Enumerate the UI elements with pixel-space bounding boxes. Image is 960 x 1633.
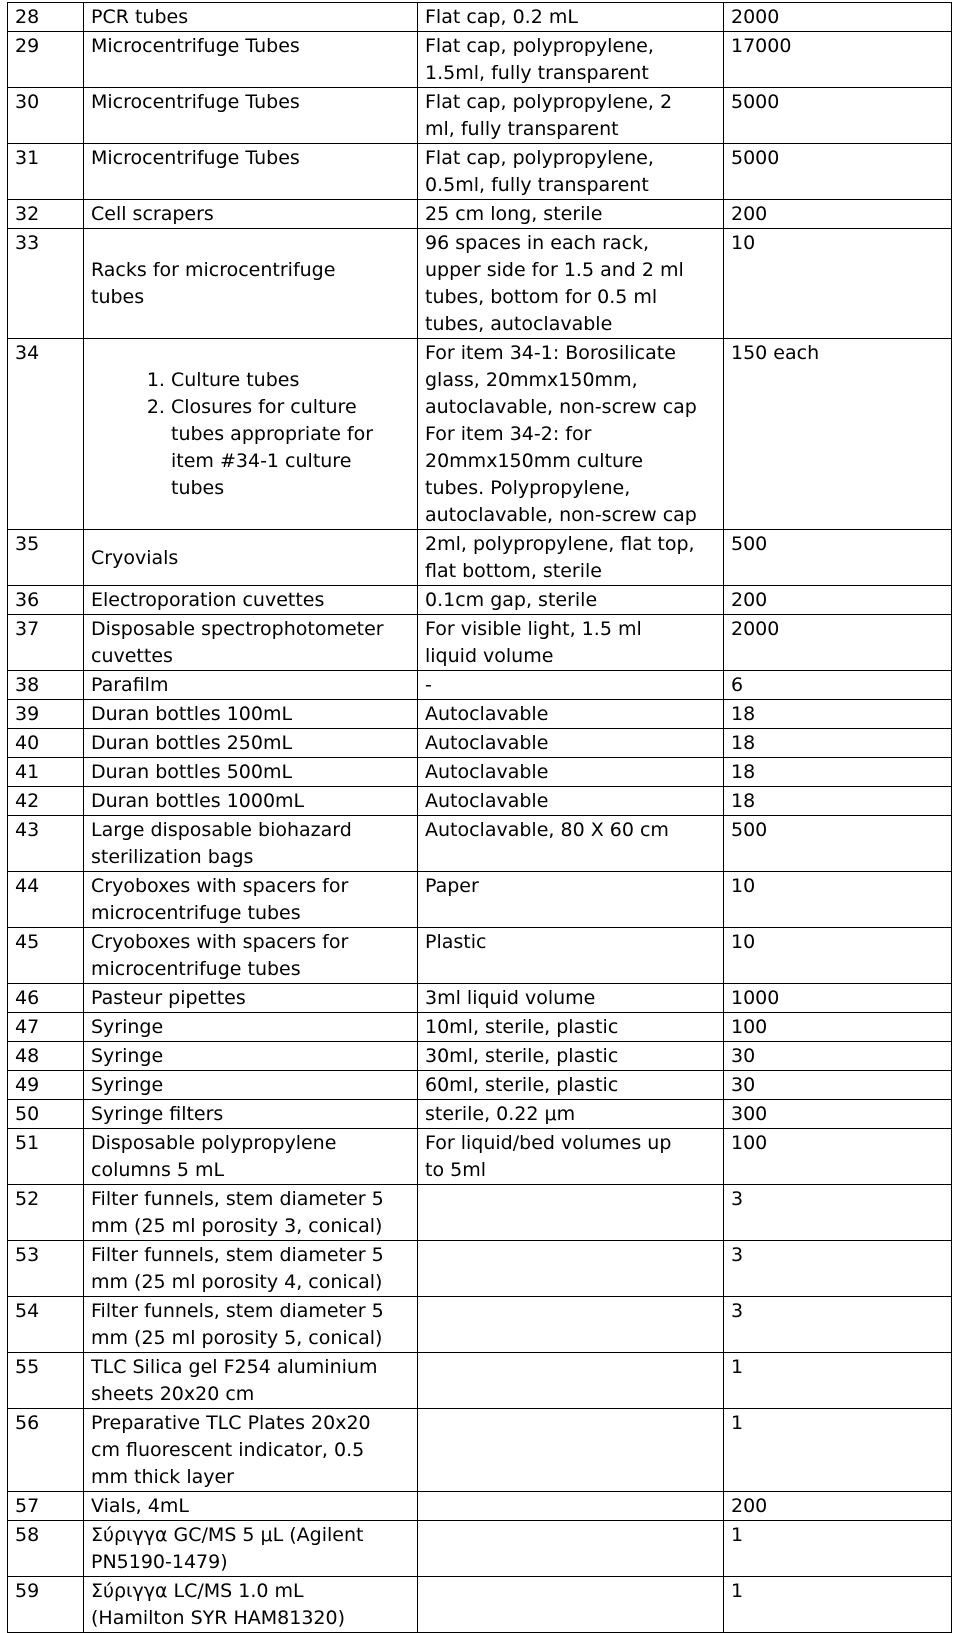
item-spec [418,1353,724,1409]
item-spec: Flat cap, polypropylene, 2 ml, fully transparent [418,88,724,144]
item-quantity: 5000 [724,88,952,144]
table-row [8,1521,952,1577]
list-item: 1. Culture tubes [171,367,410,394]
item-spec: 25 cm long, sterile [418,200,724,229]
item-spec [418,1492,724,1521]
item-name: Pasteur pipettes [84,984,418,1013]
row-number: 36 [8,586,84,615]
row-number: 48 [8,1042,84,1071]
row-number: 35 [8,530,84,586]
item-name: Filter funnels, stem diameter 5 mm (25 ml porosity 3, conical) [84,1185,418,1241]
table-row [8,32,952,88]
item-quantity: 1 [724,1577,952,1633]
item-spec: Autoclavable [418,729,724,758]
table-row [8,229,952,339]
row-number: 33 [8,229,84,339]
item-spec: 2ml, polypropylene, flat top, flat bottom, sterile [418,530,724,586]
table-row [8,1492,952,1521]
item-quantity: 5000 [724,144,952,200]
row-number: 53 [8,1241,84,1297]
item-spec: For item 34-1: Borosilicate glass, 20mmx150mm, autoclavable, non-screw cap For item 34-2: for 20mmx150mm culture tubes. Polypropylene, autoclavable, non-screw cap [418,339,724,530]
item-quantity: 1 [724,1353,952,1409]
item-name: Preparative TLC Plates 20x20 cm fluorescent indicator, 0.5 mm thick layer [84,1409,418,1492]
item-name: Cryoboxes with spacers for microcentrifuge tubes [84,872,418,928]
item-name: Σύριγγα LC/MS 1.0 mL (Hamilton SYR HAM81320) [84,1577,418,1633]
table-row [8,1353,952,1409]
table-row [8,700,952,729]
row-number: 54 [8,1297,84,1353]
item-quantity: 18 [724,758,952,787]
item-spec: Autoclavable [418,787,724,816]
row-number: 57 [8,1492,84,1521]
item-name: Cell scrapers [84,200,418,229]
row-number: 30 [8,88,84,144]
item-spec [418,1577,724,1633]
row-number: 51 [8,1129,84,1185]
row-number: 49 [8,1071,84,1100]
item-name: Parafilm [84,671,418,700]
item-quantity: 10 [724,872,952,928]
item-name: Syringe filters [84,1100,418,1129]
item-name: Microcentrifuge Tubes [84,88,418,144]
supplies-table-body [8,3,952,1633]
table-row [8,1042,952,1071]
list-item: 2. Closures for culture tubes appropriate for item #34-1 culture tubes [171,394,410,502]
item-quantity: 2000 [724,615,952,671]
row-number: 39 [8,700,84,729]
row-number: 31 [8,144,84,200]
item-spec [418,1185,724,1241]
table-row [8,144,952,200]
item-name: Filter funnels, stem diameter 5 mm (25 ml porosity 5, conical) [84,1297,418,1353]
item-spec: For liquid/bed volumes up to 5ml [418,1129,724,1185]
item-name: Microcentrifuge Tubes [84,144,418,200]
table-row [8,200,952,229]
item-spec: For visible light, 1.5 ml liquid volume [418,615,724,671]
table-row [8,758,952,787]
item-name: Disposable spectrophotometer cuvettes [84,615,418,671]
item-quantity: 1 [724,1409,952,1492]
item-name: TLC Silica gel F254 aluminium sheets 20x20 cm [84,1353,418,1409]
row-number: 55 [8,1353,84,1409]
table-row [8,339,952,530]
table-row [8,787,952,816]
item-quantity: 200 [724,200,952,229]
item-spec: Autoclavable [418,758,724,787]
row-number: 28 [8,3,84,32]
table-row [8,872,952,928]
item-name: Duran bottles 500mL [84,758,418,787]
item-spec [418,1409,724,1492]
item-spec: 10ml, sterile, plastic [418,1013,724,1042]
row-number: 46 [8,984,84,1013]
item-name: Cryovials [84,530,418,586]
table-row [8,1297,952,1353]
row-number: 34 [8,339,84,530]
row-number: 37 [8,615,84,671]
item-spec: Paper [418,872,724,928]
item-spec: Autoclavable [418,700,724,729]
supplies-table [7,2,952,1633]
item-quantity: 1000 [724,984,952,1013]
row-number: 29 [8,32,84,88]
table-row [8,530,952,586]
row-number: 32 [8,200,84,229]
item-quantity: 1 [724,1521,952,1577]
row-number: 40 [8,729,84,758]
item-quantity: 18 [724,787,952,816]
item-spec: 0.1cm gap, sterile [418,586,724,615]
item-name: Disposable polypropylene columns 5 mL [84,1129,418,1185]
row-number: 58 [8,1521,84,1577]
item-name: Electroporation cuvettes [84,586,418,615]
item-name: Cryoboxes with spacers for microcentrifuge tubes [84,928,418,984]
table-row [8,729,952,758]
table-row [8,1409,952,1492]
row-number: 59 [8,1577,84,1633]
row-number: 38 [8,671,84,700]
table-row [8,88,952,144]
item-quantity: 200 [724,1492,952,1521]
row-number: 52 [8,1185,84,1241]
item-quantity: 500 [724,816,952,872]
item-quantity: 18 [724,729,952,758]
table-row [8,984,952,1013]
item-name [84,339,418,530]
row-number: 56 [8,1409,84,1492]
item-name: Syringe [84,1042,418,1071]
row-number: 47 [8,1013,84,1042]
item-name: Filter funnels, stem diameter 5 mm (25 ml porosity 4, conical) [84,1241,418,1297]
table-row [8,1241,952,1297]
item-spec [418,1241,724,1297]
item-spec: 60ml, sterile, plastic [418,1071,724,1100]
table-row [8,671,952,700]
item-quantity: 18 [724,700,952,729]
item-quantity: 17000 [724,32,952,88]
item-spec [418,1521,724,1577]
item-spec: 30ml, sterile, plastic [418,1042,724,1071]
item-name: Duran bottles 1000mL [84,787,418,816]
item-name: Racks for microcentrifuge tubes [84,229,418,339]
table-row [8,928,952,984]
table-row [8,1100,952,1129]
item-spec: sterile, 0.22 μm [418,1100,724,1129]
table-row [8,1185,952,1241]
item-name: Duran bottles 250mL [84,729,418,758]
item-spec [418,1297,724,1353]
item-spec: Flat cap, polypropylene, 1.5ml, fully transparent [418,32,724,88]
item-quantity: 30 [724,1071,952,1100]
item-quantity: 500 [724,530,952,586]
table-row [8,1129,952,1185]
item-spec: Plastic [418,928,724,984]
item-quantity: 200 [724,586,952,615]
item-spec: 3ml liquid volume [418,984,724,1013]
item-quantity: 100 [724,1129,952,1185]
table-row [8,1577,952,1633]
item-quantity: 6 [724,671,952,700]
item-name: Microcentrifuge Tubes [84,32,418,88]
item-quantity: 150 each [724,339,952,530]
table-row [8,1071,952,1100]
item-name: Duran bottles 100mL [84,700,418,729]
item-quantity: 10 [724,229,952,339]
item-spec: 96 spaces in each rack, upper side for 1.5 and 2 ml tubes, bottom for 0.5 ml tubes, autoclavable [418,229,724,339]
item-spec: - [418,671,724,700]
table-row [8,586,952,615]
item-spec: Flat cap, polypropylene, 0.5ml, fully transparent [418,144,724,200]
item-spec: Autoclavable, 80 X 60 cm [418,816,724,872]
table-row [8,816,952,872]
item-quantity: 10 [724,928,952,984]
item-quantity: 2000 [724,3,952,32]
item-name: Syringe [84,1071,418,1100]
table-row [8,615,952,671]
item-name: Vials, 4mL [84,1492,418,1521]
item-quantity: 3 [724,1185,952,1241]
item-numbered-list [91,367,410,502]
item-spec: Flat cap, 0.2 mL [418,3,724,32]
item-quantity: 300 [724,1100,952,1129]
item-name: PCR tubes [84,3,418,32]
row-number: 45 [8,928,84,984]
item-quantity: 30 [724,1042,952,1071]
item-name: Syringe [84,1013,418,1042]
item-name: Large disposable biohazard sterilization bags [84,816,418,872]
row-number: 44 [8,872,84,928]
row-number: 42 [8,787,84,816]
row-number: 43 [8,816,84,872]
row-number: 41 [8,758,84,787]
item-quantity: 3 [724,1297,952,1353]
item-name: Σύριγγα GC/MS 5 μL (Agilent PN5190-1479) [84,1521,418,1577]
item-quantity: 3 [724,1241,952,1297]
row-number: 50 [8,1100,84,1129]
table-row [8,1013,952,1042]
table-row [8,3,952,32]
item-quantity: 100 [724,1013,952,1042]
